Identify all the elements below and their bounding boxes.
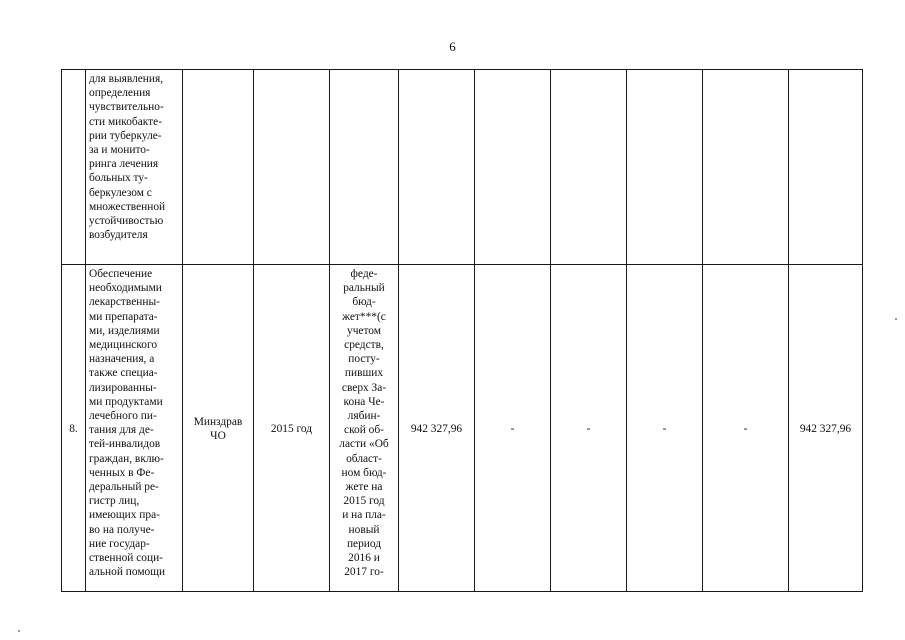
cell-amount [399,70,475,265]
scan-speck [18,630,20,632]
cell-col-c: - [627,265,703,592]
cell-amount: 942 327,96 [399,265,475,592]
cell-source [330,70,399,265]
cell-period [254,70,330,265]
cell-total [789,70,863,265]
cell-number [62,70,86,265]
cell-activity-name: Обеспечение необходимыми лекарственны- ми препарата- ми, изделиями медицинского назначения, а также специа- лизированны- ми продуктами лечебного пи- тания для де- тей-инвалидов граждан, вклю- ченных в Фе- деральный ре- гистр лиц, имеющих пра- во на получе- ние государ- ственной соци- альной помощи [86,265,183,592]
cell-total: 942 327,96 [789,265,863,592]
cell-number: 8. [62,265,86,592]
cell-col-d [703,70,789,265]
program-table [61,69,863,592]
cell-col-b [551,70,627,265]
cell-col-b: - [551,265,627,592]
cell-activity-name: для выявления, определения чувствительно- сти микобакте- рии туберкуле- за и монито- ринга лечения больных ту- беркулезом с множественной устойчивостью возбудителя [86,70,183,265]
scan-speck [895,318,897,320]
cell-source: феде- ральный бюд- жет***(с учетом средств, посту- пивших сверх За- кона Че- лябин- ской об- ласти «Об област- ном бюд- жете на 2015 год и на пла- новый период 2016 и 2017 го- [330,265,399,592]
table-row [62,70,863,265]
cell-executor [183,70,254,265]
cell-col-a [475,70,551,265]
cell-executor: Минздрав ЧО [183,265,254,592]
cell-col-c [627,70,703,265]
page-number: 6 [449,39,456,54]
table-row [62,265,863,592]
cell-col-a: - [475,265,551,592]
cell-col-d: - [703,265,789,592]
cell-period: 2015 год [254,265,330,592]
